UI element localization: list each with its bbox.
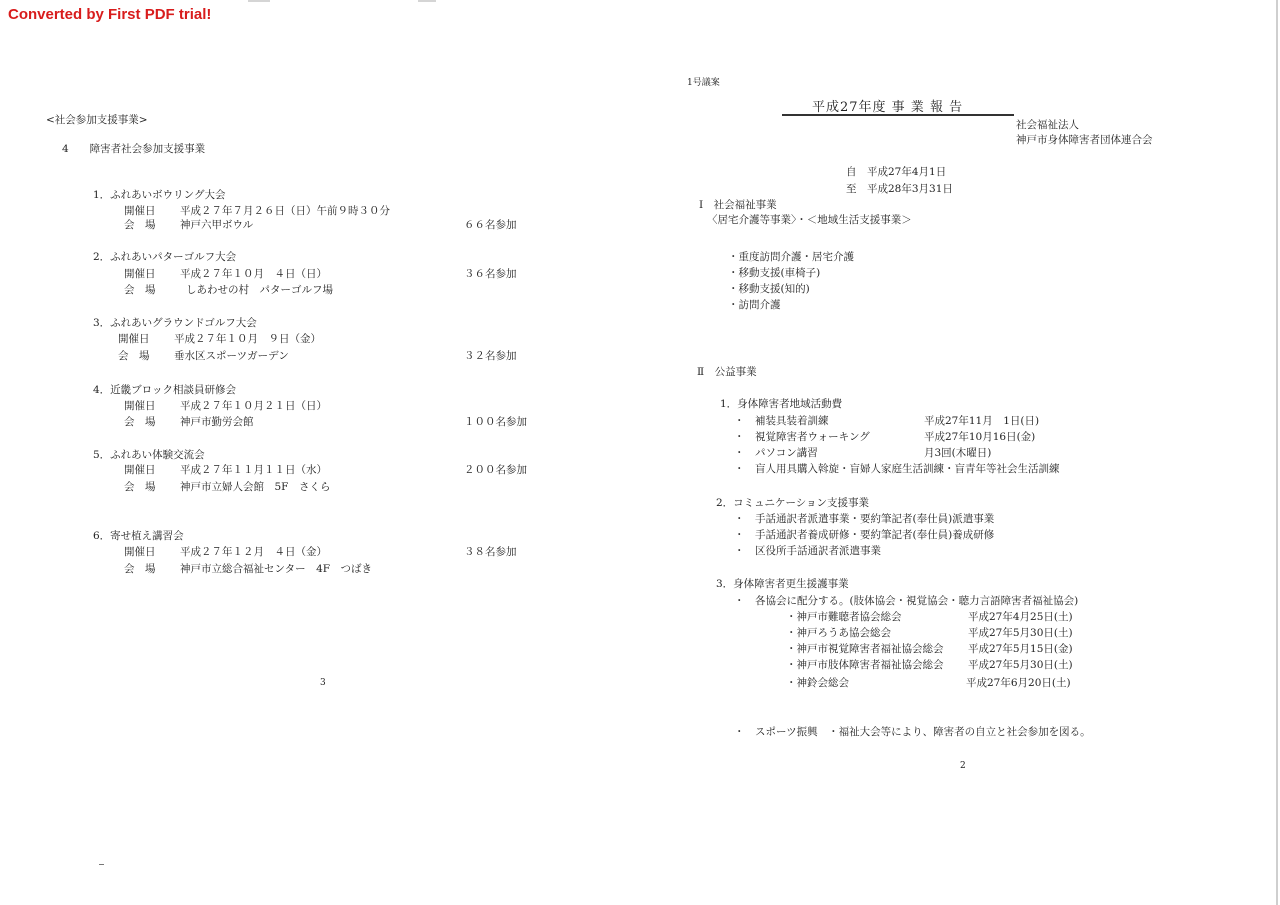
category-label: <社会参加支援事業> <box>46 114 148 126</box>
event-venue-label: 会 場 <box>124 284 156 296</box>
section-subheading: 〈居宅介護等事業〉・＜地域生活支援事業＞ <box>707 214 912 226</box>
group-title: 3．身体障害者更生援護事業 <box>716 578 849 590</box>
event-venue: 神戸市勤労会館 <box>180 416 254 428</box>
event-date-label: 開催日 <box>124 464 156 476</box>
event-date-label: 開催日 <box>124 205 156 217</box>
page-number: 3 <box>320 678 326 688</box>
list-item: ・ 視覚障害者ウォーキング <box>734 431 870 443</box>
event-count: ３８名参加 <box>464 546 517 558</box>
list-item: ・ 手話通訳者養成研修・要約筆記者(奉仕員)養成研修 <box>734 529 995 541</box>
event-date-label: 開催日 <box>124 268 156 280</box>
event-count: ２００名参加 <box>464 464 527 476</box>
event-title: 4．近畿ブロック相談員研修会 <box>93 384 236 396</box>
period-to: 至 平成28年3月31日 <box>846 183 953 195</box>
event-title: 2．ふれあいパターゴルフ大会 <box>93 251 237 263</box>
closing-statement: ・ スポーツ振興 ・福祉大会等により、障害者の自立と社会参加を図る。 <box>734 726 1091 738</box>
meeting-name: ・神戸市難聴者協会総会 <box>786 611 902 623</box>
list-item-date: 平成27年10月16日(金) <box>924 431 1036 443</box>
event-title: 5．ふれあい体験交流会 <box>93 449 205 461</box>
org-type: 社会福祉法人 <box>1016 119 1079 131</box>
meeting-name: ・神戸市肢体障害者福祉協会総会 <box>786 659 944 671</box>
section-heading: 4 障害者社会参加支援事業 <box>62 143 206 155</box>
event-venue-label: 会 場 <box>124 563 156 575</box>
event-count: ３６名参加 <box>464 268 517 280</box>
report-title: 平成27年度 事 業 報 告 <box>812 100 964 115</box>
event-venue: しあわせの村 パターゴルフ場 <box>186 284 333 296</box>
meeting-date: 平成27年4月25日(土) <box>968 611 1073 623</box>
event-venue-label: 会 場 <box>124 416 156 428</box>
list-item: ・移動支援(知的) <box>728 283 810 295</box>
agenda-label: 1号議案 <box>687 78 720 88</box>
event-date: 平成２７年１０月２１日（日） <box>180 400 327 412</box>
event-venue-label: 会 場 <box>118 350 150 362</box>
event-date-label: 開催日 <box>124 400 156 412</box>
list-item: ・訪問介護 <box>728 299 781 311</box>
event-venue: 神戸市立総合福祉センター 4F つばき <box>180 563 373 575</box>
event-date: 平成２７年７月２６日（日）午前９時３０分 <box>180 205 390 217</box>
meeting-date: 平成27年5月30日(土) <box>968 659 1073 671</box>
list-item: ・ 手話通訳者派遣事業・要約筆記者(奉仕員)派遣事業 <box>734 513 995 525</box>
meeting-date: 平成27年5月30日(土) <box>968 627 1073 639</box>
event-date: 平成２７年１１月１１日（水） <box>180 464 327 476</box>
event-date: 平成２７年１２月 ４日（金） <box>180 546 327 558</box>
event-title: 6．寄せ植え講習会 <box>93 530 184 542</box>
event-count: １００名参加 <box>464 416 527 428</box>
meeting-date: 平成27年5月15日(金) <box>968 643 1073 655</box>
group-lead: ・ 各協会に配分する。(肢体協会・視覚協会・聴力言語障害者福祉協会) <box>734 595 1079 607</box>
group-title: 1．身体障害者地域活動費 <box>720 398 843 410</box>
event-venue: 垂水区スポーツガーデン <box>174 350 289 362</box>
right-page <box>640 0 1280 905</box>
event-venue-label: 会 場 <box>124 219 156 231</box>
list-item-date: 平成27年11月 1日(日) <box>924 415 1040 427</box>
meeting-name: ・神戸ろうあ協会総会 <box>786 627 891 639</box>
list-item: ・重度訪問介護・居宅介護 <box>728 251 854 263</box>
event-date: 平成２７年１０月 ９日（金） <box>174 333 321 345</box>
event-venue-label: 会 場 <box>124 481 156 493</box>
list-item: ・ 盲人用具購入斡旋・盲婦人家庭生活訓練・盲青年等社会生活訓練 <box>734 463 1060 475</box>
list-item: ・ 区役所手話通訳者派遣事業 <box>734 545 881 557</box>
org-name: 神戸市身体障害者団体連合会 <box>1016 134 1153 146</box>
meeting-name: ・神戸市視覚障害者福祉協会総会 <box>786 643 944 655</box>
event-title: 1．ふれあいボウリング大会 <box>93 189 226 201</box>
meeting-date: 平成27年6月20日(土) <box>966 677 1071 689</box>
list-item-date: 月3回(木曜日) <box>924 447 992 459</box>
event-date-label: 開催日 <box>118 333 150 345</box>
list-item: ・ パソコン講習 <box>734 447 818 459</box>
event-count: ６６名参加 <box>464 219 517 231</box>
list-item: ・ 補装具装着訓練 <box>734 415 829 427</box>
event-date: 平成２７年１０月 ４日（日） <box>180 268 327 280</box>
meeting-name: ・神鈴会総会 <box>786 677 849 689</box>
scan-artifact <box>99 864 104 865</box>
event-date-label: 開催日 <box>124 546 156 558</box>
list-item: ・移動支援(車椅子) <box>728 267 821 279</box>
event-venue: 神戸市立婦人会館 5F さくら <box>180 481 331 493</box>
event-venue: 神戸六甲ボウル <box>180 219 254 231</box>
group-title: 2．コミュニケーション支援事業 <box>716 497 870 509</box>
period-from: 自 平成27年4月1日 <box>846 166 947 178</box>
section-heading: Ⅰ 社会福祉事業 <box>699 199 777 211</box>
title-underline <box>782 114 1014 116</box>
event-count: ３２名参加 <box>464 350 517 362</box>
page-number: 2 <box>960 761 966 771</box>
section-heading: Ⅱ 公益事業 <box>697 366 757 378</box>
trial-watermark: Converted by First PDF trial! <box>8 6 212 23</box>
event-title: 3．ふれあいグラウンドゴルフ大会 <box>93 317 257 329</box>
